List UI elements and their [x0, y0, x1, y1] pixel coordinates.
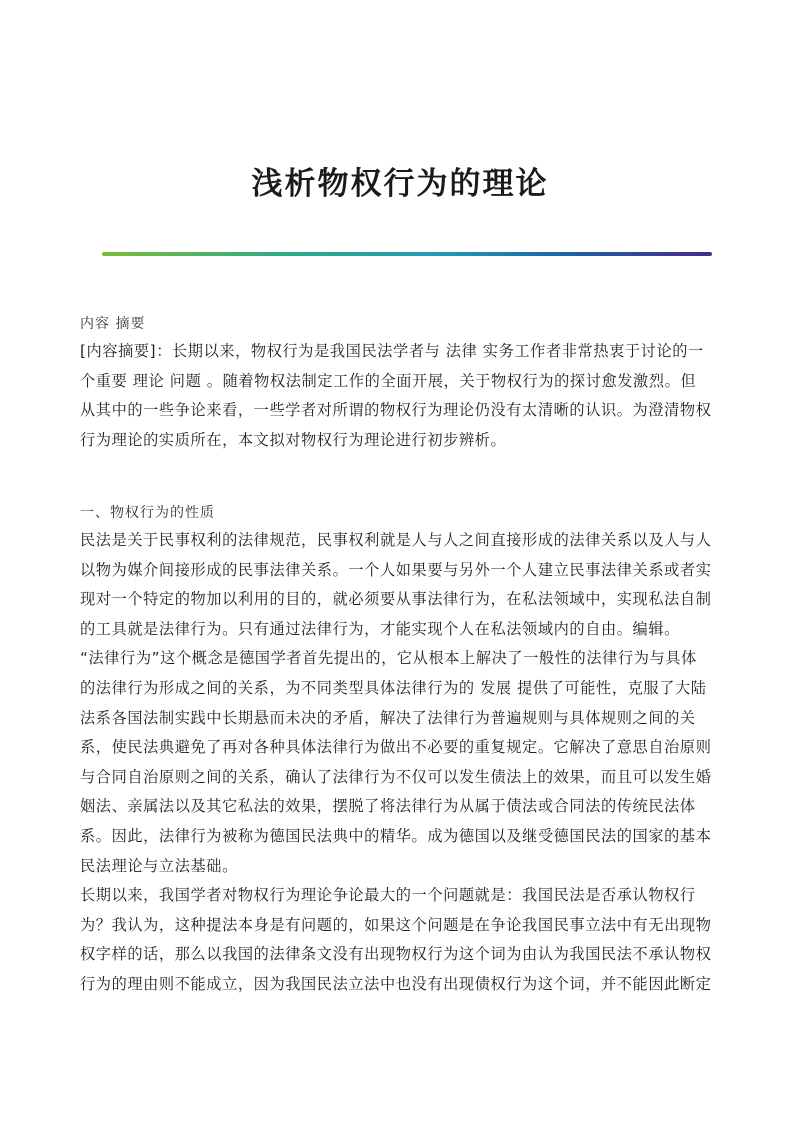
body-line: 系。因此，法律行为被称为德国民法典中的精华。成为德国以及继受德国民法的国家的基本	[80, 826, 712, 845]
body-line: 以物为媒介间接形成的民事法律关系。一个人如果要与另外一个人建立民事法律关系或者实	[80, 560, 712, 579]
body-line: 与合同自治原则之间的关系，确认了法律行为不仅可以发生债法上的效果，而且可以发生婚	[80, 767, 712, 786]
section1-body	[80, 526, 726, 1000]
body-line: 权字样的话，那么以我国的法律条文没有出现物权行为这个词为由认为我国民法不承认物权	[80, 945, 712, 964]
body-line: 的工具就是法律行为。只有通过法律行为，才能实现个人在私法领域内的自由。编辑。	[80, 619, 680, 638]
abstract-line: 从其中的一些争论来看，一些学者对所谓的物权行为理论仍没有太清晰的认识。为澄清物权	[80, 401, 712, 420]
body-line: 法系各国法制实践中长期悬而未决的矛盾，解决了法律行为普遍规则与具体规则之间的关	[80, 708, 696, 727]
body-line: 系，使民法典避免了再对各种具体法律行为做出不必要的重复规定。它解决了意思自治原则	[80, 738, 712, 757]
abstract-label: 内容 摘要	[80, 316, 146, 332]
abstract-line: 行为理论的实质所在，本文拟对物权行为理论进行初步辨析。	[80, 430, 507, 449]
document-title: 浅析物权行为的理论	[251, 166, 549, 202]
body-line: 民法理论与立法基础。	[80, 856, 238, 875]
body-line: 民法是关于民事权利的法律规范，民事权利就是人与人之间直接形成的法律关系以及人与人	[80, 531, 712, 549]
body-line: 长期以来，我国学者对物权行为理论争论最大的一个问题就是：我国民法是否承认物权行	[80, 886, 696, 905]
body-line: 行为的理由则不能成立，因为我国民法立法中也没有出现债权行为这个词，并不能因此断定	[80, 974, 712, 993]
body-line: “法律行为”这个概念是德国学者首先提出的，它从根本上解决了一般性的法律行为与具体	[80, 649, 697, 668]
abstract-line: 个重要 理论 问题 。随着物权法制定工作的全面开展，关于物权行为的探讨愈发激烈。但	[80, 371, 697, 390]
body-line: 姻法、亲属法以及其它私法的效果，摆脱了将法律行为从属于债法或合同法的传统民法体	[80, 797, 696, 816]
body-line: 现对一个特定的物加以利用的目的，就必须要从事法律行为，在私法领域中，实现私法自制	[80, 590, 712, 609]
body-line: 为？我认为，这种提法本身是有问题的，如果这个问题是在争论我国民事立法中有无出现物	[80, 915, 712, 934]
abstract-paragraph	[80, 337, 726, 455]
gradient-divider	[102, 252, 712, 256]
body-line: 的法律行为形成之间的关系，为不同类型具体法律行为的 发展 提供了可能性，克服了大陆	[80, 678, 707, 697]
abstract-line: [内容摘要]：长期以来，物权行为是我国民法学者与 法律 实务工作者非常热衷于讨论的一	[80, 342, 704, 360]
section-heading: 一、物权行为的性质	[80, 505, 215, 521]
